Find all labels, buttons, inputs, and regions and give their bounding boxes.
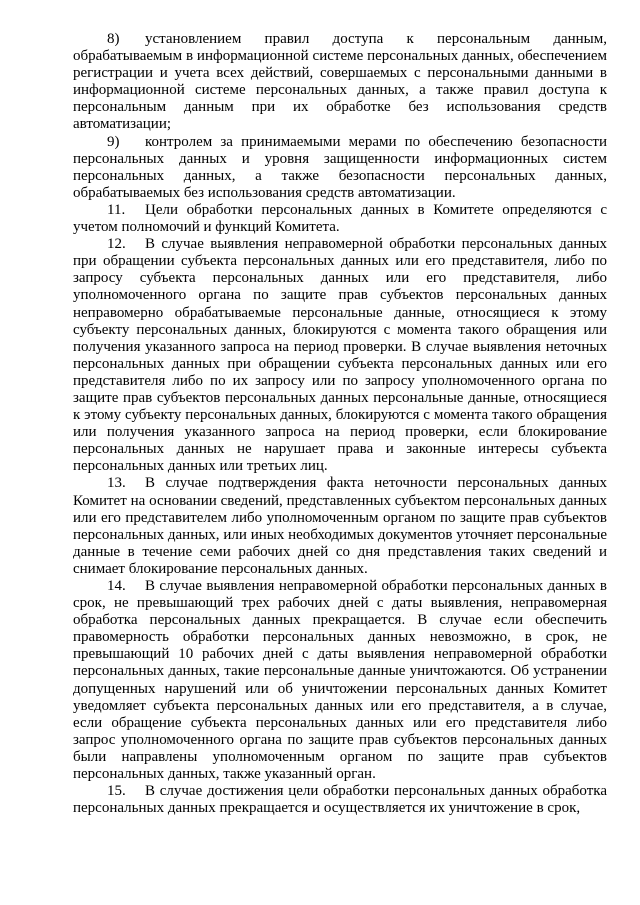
document-page [73, 31, 607, 817]
paragraph-text: Цели обработки персональных данных в Комитете определяются с учетом полномочий и функций Комитета. [73, 201, 607, 236]
paragraph-text: В случае выявления неправомерной обработки персональных данных при обращении субъекта персональных данных или его представителя, либо по запросу субъекта персональных данных или его представителя, либо уполномоченного органа по защите прав субъектов персональных данных неправомерно обрабатываемые персональные данные, относящиеся к этому субъекту персональных данных, блокируются с момента такого обращения или получения указанного запроса на период проверки. В случае выявления неточных персональных данных при обращении субъекта персональных данных или его представителя либо по их запросу или по запросу уполномоченного органа по защите прав субъектов персональных данных персональные данные, относящиеся к этому субъекту персональных данных, блокируются с момента такого обращения или получения указанного запроса на период проверки, если блокирование персональных данных не нарушает права и законные интересы субъекта персональных данных или третьих лиц. [73, 236, 607, 475]
paragraph-text: установлением правил доступа к персональным данным, обрабатываемым в информационной системе персональных данных, обеспечением регистрации и учета всех действий, совершаемых с персональными данными в информационной системе персональных данных, а также правил доступа к персональным данным при их обработке без использования средств автоматизации; [73, 31, 607, 133]
paragraph-text: В случае подтверждения факта неточности персональных данных Комитет на основании сведений, представленных субъектом персональных данных или его представителем либо уполномоченным органом по защите прав субъектов персональных данных, или иных необходимых документов уточняет персональные данные в течение семи рабочих дней со дня представления таких сведений и снимает блокирование персональных данных. [73, 475, 607, 577]
paragraph-number: 12. [107, 236, 126, 253]
paragraph-15 [73, 783, 607, 817]
paragraph-number: 11. [107, 201, 126, 218]
paragraph-item-8 [73, 31, 607, 134]
paragraph-text: контролем за принимаемыми мерами по обеспечению безопасности персональных данных и уровня защищенности информационных систем персональных данных, а также безопасности персональных данных, обрабатываемых без использования средств автоматизации. [73, 133, 607, 201]
paragraph-text: В случае достижения цели обработки персональных данных обработка персональных данных прекращается и осуществляется их уничтожение в срок, [73, 783, 607, 817]
paragraph-12 [73, 236, 607, 475]
paragraph-text: В случае выявления неправомерной обработки персональных данных в срок, не превышающий трех рабочих дней с даты выявления, неправомерная обработка персональных данных прекращается. В случае если обеспечить правомерность обработки персональных данных невозможно, в срок, не превышающий 10 рабочих дней с даты выявления неправомерной обработки персональных данных, такие персональные данные уничтожаются. Об устранении допущенных нарушений или об уничтожении персональных данных Комитет уведомляет субъекта персональных данных или его представителя, а в случае, если обращение субъекта персональных данных или его представителя либо запрос уполномоченного органа по защите прав субъектов персональных данных были направлены уполномоченным органом по защите прав субъектов персональных данных, также указанный орган. [73, 578, 607, 783]
paragraph-11 [73, 202, 607, 236]
paragraph-number: 15. [107, 783, 126, 800]
paragraph-14 [73, 578, 607, 783]
paragraph-13 [73, 475, 607, 578]
paragraph-number: 13. [107, 475, 126, 492]
paragraph-item-9 [73, 134, 607, 202]
paragraph-number: 14. [107, 578, 126, 594]
paragraph-number: 9) [107, 133, 120, 150]
paragraph-number: 8) [107, 31, 120, 47]
